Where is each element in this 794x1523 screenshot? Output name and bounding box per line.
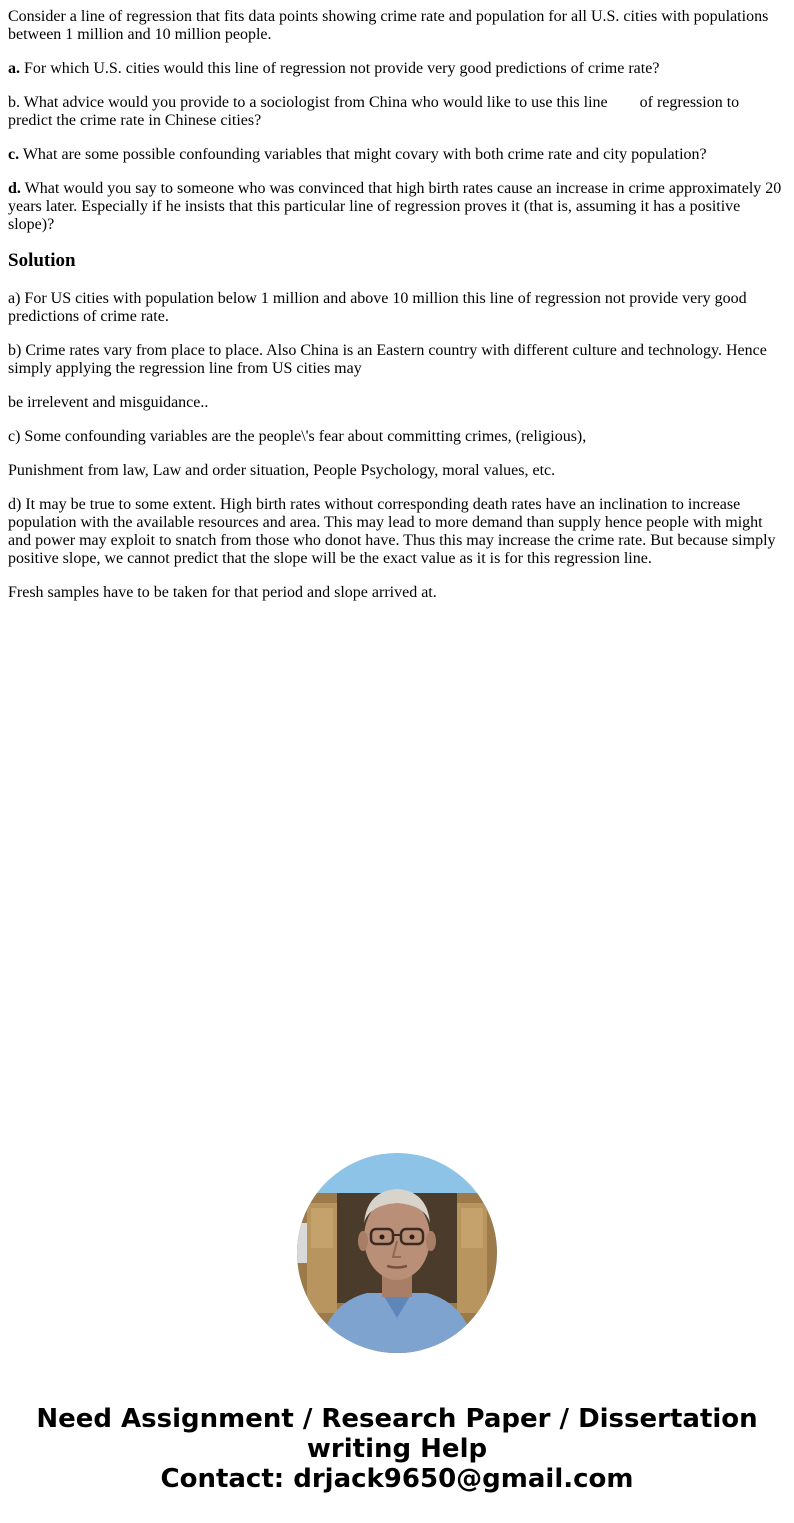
question-d-label: d. [8, 180, 21, 197]
question-a-label: a. [8, 60, 20, 77]
question-a-text: For which U.S. cities would this line of regression not provide very good predictions of crime rate? [24, 60, 660, 77]
solution-paragraph: b) Crime rates vary from place to place. Also China is an Eastern country with different culture and technology. Hence simply applying the regression line from US cities may [8, 342, 767, 377]
promo-line-2: writing Help [306, 1434, 488, 1464]
solution-paragraph: Punishment from law, Law and order situation, People Psychology, moral values, etc. [8, 462, 556, 479]
document-body [8, 8, 786, 618]
question-d-text: What would you say to someone who was convinced that high birth rates cause an increase in crime approximately 20 years later. Especially if he insists that this particular line of regression proves it (that is, assuming it has a positive slope)? [8, 180, 782, 233]
question-intro [8, 8, 786, 44]
solution-paragraph: a) For US cities with population below 1 million and above 10 million this line of regression not provide very good predictions of crime rate. [8, 290, 747, 325]
solution-heading: Solution [8, 250, 76, 271]
promo-contact: Contact: drjack9650@gmail.com [160, 1464, 634, 1494]
person-photo-icon [297, 1153, 497, 1353]
question-c-text: What are some possible confounding variables that might covary with both crime rate and city population? [22, 146, 707, 163]
promo-line-1: Need Assignment / Research Paper / Dissertation [36, 1404, 758, 1434]
question-d [8, 180, 786, 234]
promo-banner [0, 1404, 794, 1494]
solution-paragraph: d) It may be true to some extent. High birth rates without corresponding death rates have an inclination to increase population with the available resources and area. This may lead to more demand than supply hence people with might and power may exploit to snatch from those who donot have. Thus this may increase the crime rate. But because simply positive slope, we cannot predict that the slope will be the exact value as it is for this regression line. [8, 496, 776, 567]
question-c [8, 146, 786, 164]
question-a [8, 60, 786, 78]
question-b-text-after: of regression to predict the crime rate in Chinese cities? [8, 94, 740, 129]
solution-paragraph: be irrelevent and misguidance.. [8, 394, 209, 411]
question-intro-text: Consider a line of regression that fits data points showing crime rate and population for all U.S. cities with populations between 1 million and 10 million people. [8, 8, 769, 43]
solution-paragraph: c) Some confounding variables are the people\'s fear about committing crimes, (religious), [8, 428, 587, 445]
question-c-label: c. [8, 146, 20, 163]
solution-paragraph: Fresh samples have to be taken for that period and slope arrived at. [8, 584, 437, 601]
question-b-text-before: b. What advice would you provide to a sociologist from China who would like to use this line [8, 94, 608, 111]
author-avatar [297, 1153, 497, 1353]
question-b [8, 94, 786, 130]
